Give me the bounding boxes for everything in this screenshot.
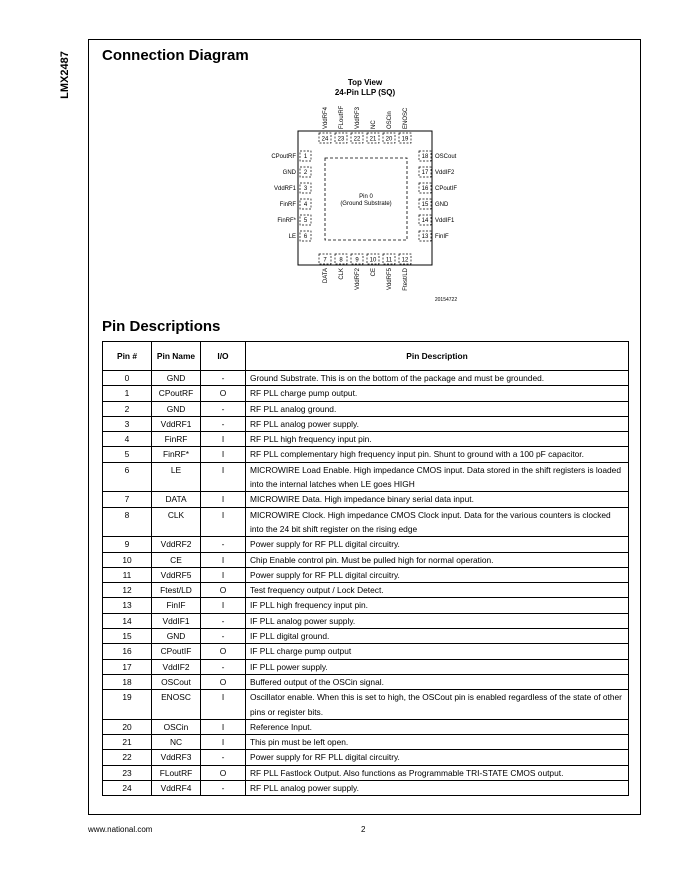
bottom-pin-number: 8	[339, 257, 343, 264]
table-row	[103, 386, 629, 401]
right-pin-name: FinIF	[435, 234, 449, 240]
header-io: I/O	[201, 342, 246, 371]
pin-name-cell: FinRF*	[152, 447, 201, 462]
pin-number-cell: 1	[103, 386, 152, 401]
pin-io-cell: -	[201, 613, 246, 628]
table-row	[103, 629, 629, 644]
top-pin-number: 19	[401, 136, 409, 143]
side-part-number-text: LMX2487	[59, 51, 71, 99]
left-pin-number: 5	[303, 218, 308, 224]
pin-name-cell: DATA	[152, 492, 201, 507]
table-row	[103, 447, 629, 462]
pin-name-cell: ENOSC	[152, 690, 201, 720]
table-row	[103, 781, 629, 796]
pin-io-cell: I	[201, 567, 246, 582]
diagram-center-label: Pin 0	[359, 194, 373, 200]
pin-io-cell: I	[201, 598, 246, 613]
top-pin-name: FLoutRF	[339, 105, 345, 129]
pin-number-cell: 0	[103, 371, 152, 386]
pin-name-cell: CPoutIF	[152, 644, 201, 659]
pin-description-cell: Power supply for RF PLL digital circuitry.	[246, 537, 629, 552]
header-pin-name: Pin Name	[152, 342, 201, 371]
pin-io-cell: O	[201, 644, 246, 659]
diagram-package-label: 24-Pin LLP (SQ)	[334, 88, 396, 97]
pin-description-cell: IF PLL power supply.	[246, 659, 629, 674]
pin-description-cell: Oscillator enable. When this is set to high, the OSCout pin is enabled regardless of the state of other pins or register bits.	[246, 690, 629, 720]
pin-name-cell: Ftest/LD	[152, 583, 201, 598]
pin-number-cell: 23	[103, 765, 152, 780]
diagram-view-title: Top View	[347, 78, 383, 87]
left-pin-number: 1	[303, 154, 308, 160]
header-pin-description: Pin Description	[246, 342, 629, 371]
table-header-row	[103, 342, 629, 371]
header-pin-number: Pin #	[103, 342, 152, 371]
pin-io-cell: I	[201, 552, 246, 567]
top-pin-name: VddRF3	[355, 106, 361, 129]
pin-number-cell: 22	[103, 750, 152, 765]
pin-description-cell: Power supply for RF PLL digital circuitry.	[246, 750, 629, 765]
table-row	[103, 644, 629, 659]
connection-diagram	[0, 0, 680, 320]
pin-name-cell: CPoutRF	[152, 386, 201, 401]
pin-io-cell: I	[201, 432, 246, 447]
right-pin-number: 17	[421, 170, 429, 176]
pin-number-cell: 19	[103, 690, 152, 720]
bottom-pin-name: VddRF5	[387, 268, 393, 291]
footer-website: www.national.com	[88, 825, 153, 834]
right-pin-name: VddIF2	[435, 170, 455, 176]
pin-description-cell: MICROWIRE Clock. High impedance CMOS Clock input. Data for the various counters is clocked into the 24 bit shift register on the rising edge	[246, 507, 629, 537]
left-pin-number: 3	[303, 186, 308, 192]
pin-number-cell: 20	[103, 719, 152, 734]
pin-io-cell: -	[201, 659, 246, 674]
pin-name-cell: VddRF3	[152, 750, 201, 765]
bottom-pin-name: CLK	[339, 268, 345, 280]
pin-io-cell: I	[201, 735, 246, 750]
pin-number-cell: 6	[103, 462, 152, 492]
table-row	[103, 583, 629, 598]
pin-descriptions-title: Pin Descriptions	[102, 318, 221, 335]
pin-name-cell: CE	[152, 552, 201, 567]
pin-name-cell: VddRF1	[152, 416, 201, 431]
bottom-pin-number: 7	[323, 257, 327, 264]
top-pin-name: ENOSC	[403, 107, 409, 129]
bottom-pin-number: 10	[369, 257, 377, 264]
pin-io-cell: I	[201, 507, 246, 537]
top-pin-name: NC	[371, 120, 377, 129]
pin-io-cell: O	[201, 765, 246, 780]
table-row	[103, 492, 629, 507]
pin-io-cell: O	[201, 386, 246, 401]
pin-number-cell: 10	[103, 552, 152, 567]
left-pin-number: 4	[303, 202, 308, 208]
pin-name-cell: GND	[152, 401, 201, 416]
pin-description-cell: RF PLL analog ground.	[246, 401, 629, 416]
bottom-pin-number: 12	[401, 257, 409, 264]
right-pin-name: VddIF1	[435, 218, 455, 224]
pin-number-cell: 12	[103, 583, 152, 598]
pin-io-cell: I	[201, 719, 246, 734]
pin-io-cell: -	[201, 537, 246, 552]
pin-number-cell: 13	[103, 598, 152, 613]
pin-name-cell: GND	[152, 629, 201, 644]
pin-description-cell: RF PLL complementary high frequency input pin. Shunt to ground with a 100 pF capacitor.	[246, 447, 629, 462]
pin-number-cell: 3	[103, 416, 152, 431]
pin-io-cell: -	[201, 629, 246, 644]
pin-number-cell: 11	[103, 567, 152, 582]
pin-description-cell: MICROWIRE Load Enable. High impedance CMOS input. Data stored in the shift registers is loaded into the internal latches when LE goes HIGH	[246, 462, 629, 492]
left-pin-number: 6	[303, 234, 308, 240]
bottom-pin-name: Ftest/LD	[403, 268, 409, 291]
table-row	[103, 416, 629, 431]
table-row	[103, 462, 629, 492]
pin-name-cell: VddRF2	[152, 537, 201, 552]
pin-name-cell: VddRF5	[152, 567, 201, 582]
pin-descriptions-table	[102, 341, 629, 796]
pin-description-cell: Chip Enable control pin. Must be pulled high for normal operation.	[246, 552, 629, 567]
top-pin-number: 24	[321, 136, 329, 143]
table-row	[103, 567, 629, 582]
table-row	[103, 750, 629, 765]
pin-io-cell: I	[201, 447, 246, 462]
pin-number-cell: 2	[103, 401, 152, 416]
pin-io-cell: -	[201, 401, 246, 416]
pin-io-cell: -	[201, 781, 246, 796]
table-row	[103, 507, 629, 537]
top-pin-number: 23	[337, 136, 345, 143]
table-row	[103, 659, 629, 674]
table-row	[103, 735, 629, 750]
right-pin-number: 16	[421, 186, 429, 192]
pin-number-cell: 24	[103, 781, 152, 796]
pin-io-cell: I	[201, 492, 246, 507]
pin-description-cell: Power supply for RF PLL digital circuitry.	[246, 567, 629, 582]
top-pin-name: OSCin	[387, 111, 393, 129]
table-row	[103, 552, 629, 567]
pin-description-cell: Buffered output of the OSCin signal.	[246, 674, 629, 689]
pin-number-cell: 17	[103, 659, 152, 674]
pin-name-cell: LE	[152, 462, 201, 492]
bottom-pin-number: 11	[385, 257, 393, 264]
left-pin-name: VddRF1	[273, 186, 296, 192]
bottom-pin-number: 9	[355, 257, 359, 264]
connection-diagram-title: Connection Diagram	[102, 47, 249, 64]
right-pin-name: CPoutIF	[435, 186, 458, 192]
pin-description-cell: RF PLL high frequency input pin.	[246, 432, 629, 447]
top-pin-name: VddRF4	[323, 106, 329, 129]
pin-description-cell: RF PLL charge pump output.	[246, 386, 629, 401]
diagram-figure-id: 20154722	[434, 297, 458, 303]
pin-description-cell: This pin must be left open.	[246, 735, 629, 750]
pin-description-cell: RF PLL analog power supply.	[246, 416, 629, 431]
table-row	[103, 719, 629, 734]
right-pin-name: GND	[435, 202, 449, 208]
bottom-pin-name: CE	[371, 268, 377, 277]
pin-description-cell: RF PLL Fastlock Output. Also functions as Programmable TRI-STATE CMOS output.	[246, 765, 629, 780]
pin-name-cell: GND	[152, 371, 201, 386]
pin-io-cell: I	[201, 690, 246, 720]
left-pin-name: LE	[288, 234, 296, 240]
pin-number-cell: 16	[103, 644, 152, 659]
left-pin-name: FinRF*	[277, 218, 296, 224]
table-row	[103, 765, 629, 780]
pin-name-cell: VddIF2	[152, 659, 201, 674]
pin-name-cell: VddIF1	[152, 613, 201, 628]
footer-page-number: 2	[361, 825, 366, 834]
top-pin-number: 21	[369, 136, 377, 143]
pin-number-cell: 8	[103, 507, 152, 537]
right-pin-number: 14	[421, 218, 429, 224]
pin-name-cell: CLK	[152, 507, 201, 537]
pin-description-cell: Test frequency output / Lock Detect.	[246, 583, 629, 598]
pin-name-cell: VddRF4	[152, 781, 201, 796]
pin-io-cell: O	[201, 583, 246, 598]
pin-name-cell: FLoutRF	[152, 765, 201, 780]
pin-name-cell: NC	[152, 735, 201, 750]
right-pin-name: OSCout	[435, 154, 457, 160]
left-pin-name: FinRF	[279, 202, 296, 208]
pin-io-cell: -	[201, 750, 246, 765]
pin-number-cell: 5	[103, 447, 152, 462]
table-row	[103, 537, 629, 552]
right-pin-number: 15	[421, 202, 429, 208]
right-pin-number: 13	[421, 234, 429, 240]
pin-number-cell: 15	[103, 629, 152, 644]
pin-name-cell: FinRF	[152, 432, 201, 447]
table-row	[103, 432, 629, 447]
pin-number-cell: 7	[103, 492, 152, 507]
pin-number-cell: 4	[103, 432, 152, 447]
top-pin-number: 20	[385, 136, 393, 143]
pin-description-cell: IF PLL high frequency input pin.	[246, 598, 629, 613]
pin-description-cell: Reference Input.	[246, 719, 629, 734]
pin-name-cell: OSCout	[152, 674, 201, 689]
pin-description-cell: IF PLL analog power supply.	[246, 613, 629, 628]
pin-description-cell: MICROWIRE Data. High impedance binary serial data input.	[246, 492, 629, 507]
pin-description-cell: IF PLL digital ground.	[246, 629, 629, 644]
pin-number-cell: 18	[103, 674, 152, 689]
right-pin-number: 18	[421, 154, 429, 160]
left-pin-name: CPoutRF	[271, 154, 296, 160]
diagram-center-sublabel: (Ground Substrate)	[340, 201, 392, 207]
pin-io-cell: O	[201, 674, 246, 689]
table-row	[103, 371, 629, 386]
pin-io-cell: I	[201, 462, 246, 492]
left-pin-name: GND	[282, 170, 296, 176]
table-row	[103, 401, 629, 416]
top-pin-number: 22	[353, 136, 361, 143]
pin-io-cell: -	[201, 371, 246, 386]
table-row	[103, 674, 629, 689]
table-row	[103, 598, 629, 613]
bottom-pin-name: VddRF2	[355, 268, 361, 291]
pin-number-cell: 14	[103, 613, 152, 628]
pin-io-cell: -	[201, 416, 246, 431]
pin-description-cell: Ground Substrate. This is on the bottom of the package and must be grounded.	[246, 371, 629, 386]
bottom-pin-name: DATA	[323, 268, 329, 284]
pin-description-cell: RF PLL analog power supply.	[246, 781, 629, 796]
left-pin-number: 2	[303, 170, 308, 176]
table-row	[103, 690, 629, 720]
pin-number-cell: 21	[103, 735, 152, 750]
pin-number-cell: 9	[103, 537, 152, 552]
pin-name-cell: OSCin	[152, 719, 201, 734]
pin-name-cell: FinIF	[152, 598, 201, 613]
table-row	[103, 613, 629, 628]
pin-description-cell: IF PLL charge pump output	[246, 644, 629, 659]
